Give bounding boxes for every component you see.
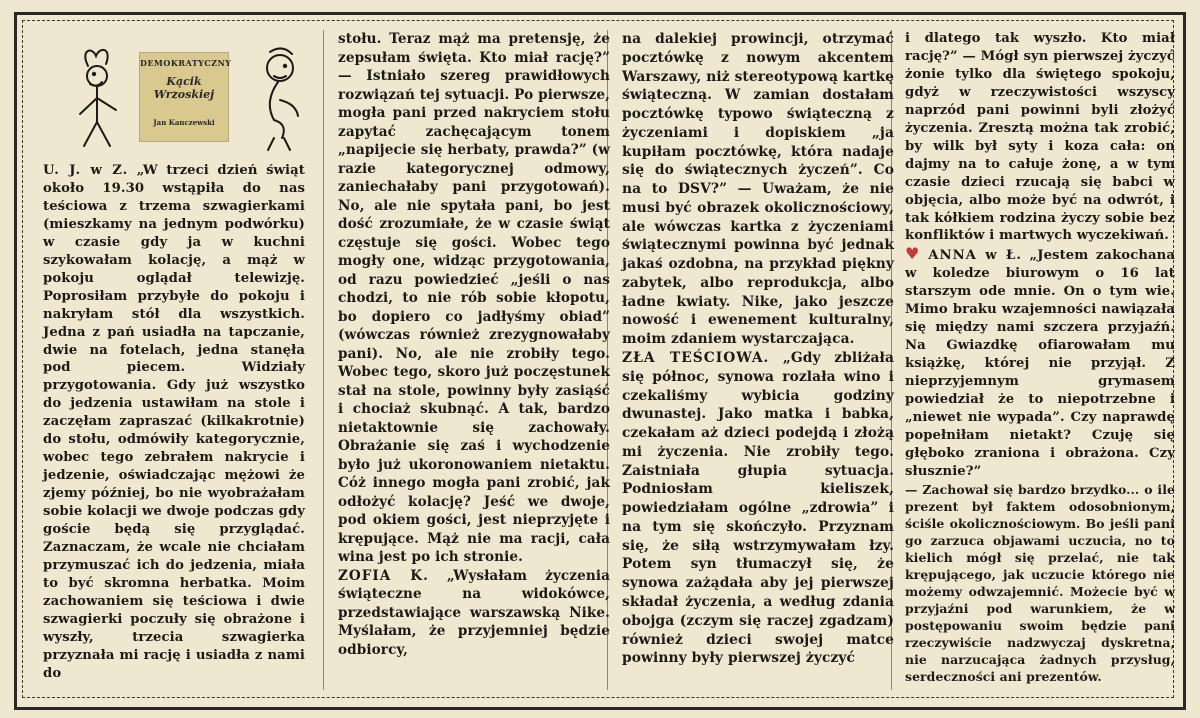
column-1 xyxy=(43,162,305,683)
answer-paragraph: na dalekiej prowincji, otrzymać pocztówkę z nowym akcentem Warszawy, niż stereotypową kartkę świąteczną. W zamian dostałam pocztówkę typowo świąteczną z życzeniami i dopiskiem „ja kupiłam pocztówkę, która nadaje się do świątecznych życzeń”. Co na to DSV?” — Uważam, że nie musi być obrazek okolicznościowy, ale wówczas kartka z życzeniami świątecznymi powinna być jednak jakaś ozdobna, na przykład piękny zabytek, albo reprodukcja, albo ładne kwiaty. Nike, jako jeszcze nowość i ewenement kulturalny, moim zdaniem wystarczająca. xyxy=(622,31,894,348)
letter-text: „Jestem zakochana w koledze biurowym o 16 lat starszym ode mnie. On o tym wie. Mimo braku wzajemności nawiązała się między nami szczera przyjaźń. Na Gwiazdkę ofiarowałam mu książkę, której nie przyjął. Z nieprzyjemnym grymasem powiedział że to niepotrzebne i „niewet nie wypada”. Czy naprawdę popełniłam nietakt? Czuję się głęboko zraniona i obrażona. Czy słusznie?” xyxy=(905,248,1175,479)
column-2 xyxy=(338,30,610,659)
letter-signature: ZOFIA K. xyxy=(338,567,429,584)
cartoon-figure-left-icon xyxy=(66,44,136,154)
letter-text: „Wysłałam życzenia świąteczne na widokówce, przedstawiające warszawską Nike. Myślałam, że przyjemniej będzie odbiorcy, xyxy=(338,567,610,658)
heart-icon: ♥ xyxy=(905,244,923,264)
letter-signature: ZŁA TEŚCIOWA. xyxy=(622,350,770,367)
letter-paragraph xyxy=(338,567,610,660)
answer-paragraph: stołu. Teraz mąż ma pretensję, że zepsułam święta. Kto miał rację?” — Istniało szereg prawidłowych rozwiązań tej sytuacji. Po pierwsze, mogła pani przed nakryciem stołu zapytać zachęcającym tonem „napijecie się herbaty, prawda?” (w razie kategorycznej odmowy, zaniechałaby pani przygotowań). No, ale nie spytała pani, bo jest dość zrozumiałe, że w czasie świąt częstuje się gości. Wobec tego mogły one, widząc przygotowania, od razu powiedzieć „jeśli o nas chodzi, to nie rób sobie kłopotu, bo dopiero co jadłyśmy obiad” (wówczas również zrezygnowałaby pani). No, ale nie zrobiły tego. Wobec tego, skoro już poczęstunek stał na stole, powinny były zasiąść i chociaż skubnąć. A tak, bardzo nietaktownie się zachowały. Obrażanie się zaś i wychodzenie było już ukoronowaniem nietaktu. Cóż innego mogła pani zrobić, jak odłożyć kolację? Jeść we dwoje, pod okiem gości, jest nieprzyjęte i krępujące. Mąż nie ma racji, cała wina jest po ich stronie. xyxy=(338,31,610,565)
answer-paragraph: — Zachował się bardzo brzydko... o ile prezent był faktem odosobnionym, ściśle okolicznościowym. Bo jeśli pani go zarzuca objawami uczucia, no to kielich mógł się przelać, nie tak krępującego, jak uczucie którego nie możemy odwzajemnić. Możecie być w przyjaźni pod warunkiem, że w postępowaniu swoim będzie pani rzeczywiście nadzwyczaj dyskretna, nie narzucająca żadnych przysług, serdeczności ani prezentów. xyxy=(905,481,1175,684)
letter-text: „Gdy zbliżała się północ, synowa rozlała wino i czekaliśmy wybicia godziny dwunastej. Jako matka i babka, czekałam aż dzieci podejdą i złożą mi życzenia. Nie zrobiły tego. Zaistniała głupia sytuacja. Podniosłam kieliszek, powiedziałam ogólne „zdrowia” i na tym się skończyło. Przyznam się, że siłą wstrzymywałam łzy. Potem syn tłumaczył się, że synowa zażądała aby jej pierwszej składał życzenia, a według zdania obojga (zczym się raczej zgadzam) również dzieci swojej matce powinny były pierwszej życzyć xyxy=(622,350,894,667)
letter-paragraph xyxy=(905,245,1175,480)
logo-signature-text: Jan Kanczewski xyxy=(153,118,215,127)
column-logo xyxy=(139,52,232,142)
letter-text: „W trzeci dzień świąt około 19.30 wstąpiła do nas teściowa z trzema szwagierkami (mieszkamy na jednym podwórku) w czasie gdy ja w kuchni szykowałam kolację, a mąż w pokoju oglądał telewizję. Poprosiłam przybyłe do pokoju i nakryłam stół dla wszystkich. Jedna z pań usiadła na tapczanie, dwie na fotelach, jedna stanęła pod piecem. Widziały przygotowania. Gdy już wszystko do jedzenia ustawiłam na stole i zaczęłam zapraszać (kilkakrotnie) do stołu, odmówiły kategorycznie, wobec tego zebrałem nakrycie i jedzenie, oświadczając mężowi że zjemy później, bo nie wyobrażałam sobie kolacji we dwoje podczas gdy goście będą się przyglądać. Zaznaczam, że wcale nie chciałam przymuszać ich do jedzenia, miała to być skromna herbatka. Moim zachowaniem się teściowa i dwie szwagierki poczuły się obrażone i wyszły, trzecia szwagierka przyznała mi rację i usiadła z nami do xyxy=(43,163,305,681)
cartoon-figure-right-icon xyxy=(244,42,310,154)
letter-signature: U. J. w Z. xyxy=(43,163,129,178)
column-3 xyxy=(622,30,894,668)
logo-title-text: Kącik Wrzoskiej xyxy=(153,75,215,101)
answer-paragraph: i dlatego tak wyszło. Kto miał rację?” — Mógł syn pierwszej życzyć żonie tylko dla świętego spokoju, gdyż w rzeczywistości wszyscy naprzód pani powinni byli złożyć życzenia. Zresztą można tak zrobić, by wilk był syty i koza cała: on dajmy na to całuje żonę, a w tym czasie dzieci rzucają się babci w objęcia, albo może być na odwrót, i tak kółkiem rodzina życzy sobie bez konfliktów i martwych wyczekiwań. xyxy=(905,31,1175,244)
letter-signature: ANNA w Ł. xyxy=(928,248,1023,264)
column-4 xyxy=(905,30,1175,685)
logo-top-text: DEMOKRATYCZNY xyxy=(140,58,232,68)
letter-paragraph xyxy=(43,162,305,683)
letter-paragraph xyxy=(622,349,894,668)
column-rule xyxy=(323,30,324,690)
